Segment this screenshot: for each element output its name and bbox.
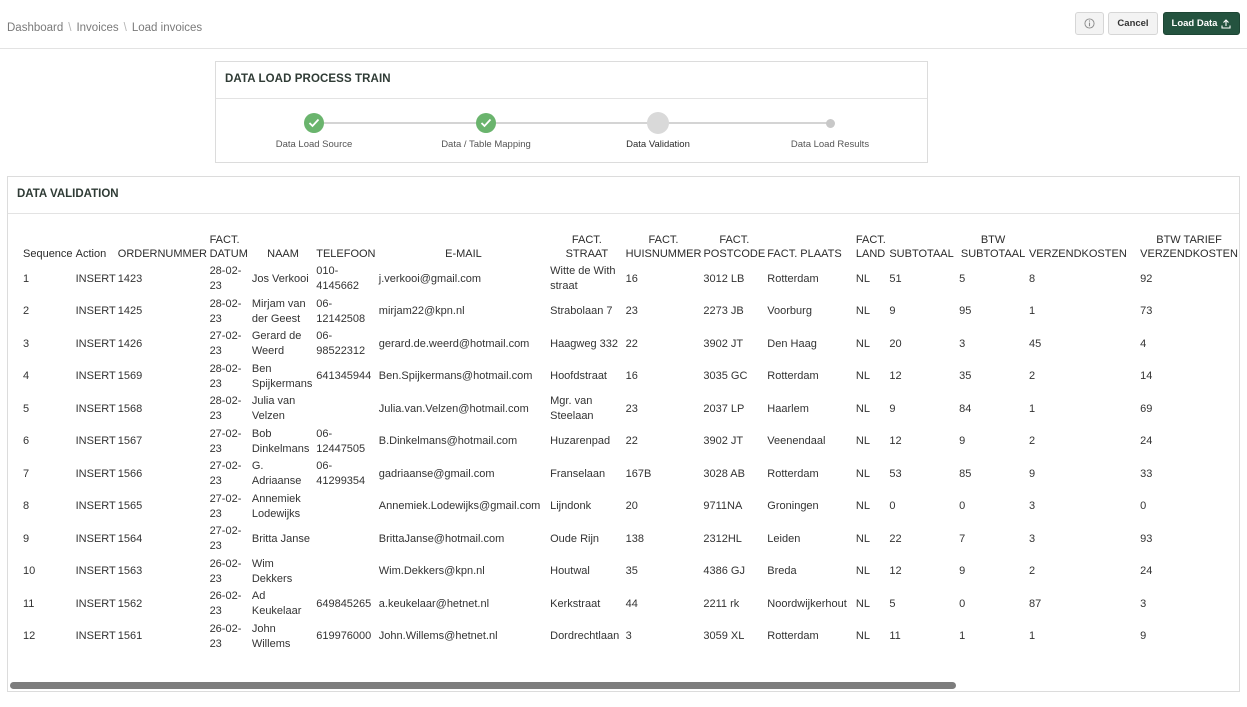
scrollbar-thumb[interactable]	[10, 682, 956, 689]
table-cell: Mirjam van der Geest	[251, 297, 306, 325]
table-cell: 1564	[117, 532, 143, 545]
step-label-data-load-source: Data Load Source	[275, 139, 353, 150]
table-cell: 2211 rk	[703, 597, 740, 610]
table-cell: 3902 JT	[703, 337, 744, 350]
table-cell: 2312HL	[703, 532, 742, 545]
data-validation-panel	[7, 176, 1240, 692]
table-cell: 167B	[625, 467, 652, 480]
table-cell: 16	[625, 370, 638, 383]
table-cell: 28-02-23	[209, 395, 242, 423]
table-cell: 45	[1028, 337, 1042, 350]
table-cell: Wim Dekkers	[251, 557, 293, 585]
table-cell: 1563	[117, 565, 143, 578]
table-cell: Groningen	[767, 500, 819, 513]
table-cell: NL	[855, 565, 870, 578]
table-cell: 20	[889, 337, 902, 350]
column-header[interactable]: SUBTOTAAL	[889, 248, 954, 260]
column-header[interactable]: FACT. DATUM	[209, 234, 248, 260]
table-cell: 12	[889, 565, 902, 578]
table-cell: 5	[889, 597, 896, 610]
step-label-data-load-results: Data Load Results	[790, 139, 870, 150]
table-row	[22, 328, 1239, 361]
table-cell: 9	[959, 565, 966, 578]
table-cell: 1425	[117, 305, 143, 318]
table-cell: 27-02-23	[209, 525, 242, 553]
info-button[interactable]	[1075, 12, 1104, 35]
table-cell: 93	[1140, 532, 1153, 545]
table-cell: 2	[23, 305, 30, 318]
table-cell: 8	[1028, 272, 1036, 285]
table-cell: Rotterdam	[767, 272, 819, 285]
table-cell: 2	[1028, 565, 1036, 578]
step-data-load-source-check-icon	[304, 113, 324, 133]
table-row	[22, 523, 1239, 556]
column-header[interactable]: VERZENDKOSTEN	[1028, 248, 1127, 260]
breadcrumb-separator: \	[123, 22, 127, 34]
table-cell	[315, 393, 378, 426]
table-cell: 06-98522312	[316, 330, 366, 358]
table-cell: Breda	[767, 565, 797, 578]
table-cell: 9	[959, 435, 966, 448]
table-cell: 12	[23, 630, 36, 643]
breadcrumb-separator: \	[68, 22, 72, 34]
table-cell: Rotterdam	[767, 467, 819, 480]
step-data-load-results-indicator	[826, 119, 835, 128]
table-cell: INSERT	[75, 305, 116, 318]
table-cell: Kerkstraat	[550, 597, 601, 610]
table-cell: 5	[959, 272, 966, 285]
load-data-label: Load Data	[1171, 18, 1218, 29]
table-row	[22, 361, 1239, 394]
table-cell: 3	[1028, 532, 1036, 545]
table-cell: 35	[625, 565, 638, 578]
column-header[interactable]: ORDERNUMMER	[117, 248, 207, 260]
info-circle-icon	[1084, 18, 1095, 29]
table-cell: mirjam22@kpn.nl	[378, 305, 465, 318]
table-cell: 1	[1028, 402, 1036, 415]
table-cell: NL	[855, 500, 870, 513]
table-cell: 4386 GJ	[703, 565, 745, 578]
table-cell: 23	[625, 305, 638, 318]
table-row	[22, 393, 1239, 426]
table-cell: 0	[959, 500, 966, 513]
table-cell: 2273 JB	[703, 305, 744, 318]
table-cell: John Willems	[251, 622, 291, 650]
table-cell: 84	[959, 402, 972, 415]
divider	[216, 98, 927, 99]
table-cell: INSERT	[75, 532, 116, 545]
column-header[interactable]: BTW TARIEF VERZENDKOSTEN	[1140, 234, 1238, 260]
table-cell: 06-41299354	[316, 460, 366, 488]
table-cell: NL	[855, 337, 870, 350]
table-row	[22, 296, 1239, 329]
table-cell: 14	[1140, 370, 1153, 383]
table-cell: Haagweg 332	[550, 337, 619, 350]
table-cell: 4	[1140, 337, 1147, 350]
table-cell: a.keukelaar@hetnet.nl	[378, 597, 490, 610]
table-cell: 3059 XL	[703, 630, 745, 643]
table-cell: 1	[959, 630, 966, 643]
table-cell: 1	[1028, 630, 1036, 643]
table-cell: 24	[1140, 565, 1153, 578]
table-cell: 22	[889, 532, 902, 545]
table-cell: Lijndonk	[550, 500, 592, 513]
table-cell: 23	[625, 402, 638, 415]
table-cell: G. Adriaanse	[251, 460, 302, 488]
table-cell: 9	[23, 532, 30, 545]
step-data-validation-indicator	[647, 112, 669, 134]
table-cell: 06-12142508	[316, 297, 366, 325]
table-cell: 1426	[117, 337, 143, 350]
table-cell: 3902 JT	[703, 435, 744, 448]
table-cell: 010-4145662	[316, 265, 360, 293]
table-cell: 28-02-23	[209, 297, 242, 325]
table-cell: Ad Keukelaar	[251, 590, 302, 618]
table-cell: 8	[23, 500, 30, 513]
table-cell: Annemiek Lodewijks	[251, 492, 301, 520]
table-cell: NL	[855, 370, 870, 383]
step-label-data-validation: Data Validation	[626, 139, 690, 150]
table-cell: 1569	[117, 370, 143, 383]
table-cell: 06-12447505	[316, 427, 366, 455]
table-cell: gerard.de.weerd@hotmail.com	[378, 337, 530, 350]
cancel-button[interactable]: Cancel	[1108, 12, 1158, 35]
table-cell: 3035 GC	[703, 370, 748, 383]
table-row	[22, 588, 1239, 621]
step-label-table-mapping: Data / Table Mapping	[441, 139, 531, 150]
column-header[interactable]: TELEFOON	[316, 248, 376, 260]
table-cell: 619976000	[316, 630, 372, 643]
column-header[interactable]: E-MAIL	[445, 248, 482, 260]
table-cell: 9	[889, 305, 896, 318]
table-cell: 3028 AB	[703, 467, 745, 480]
table-cell: INSERT	[75, 467, 116, 480]
process-train-panel	[215, 61, 928, 163]
table-cell: Oude Rijn	[550, 532, 600, 545]
table-cell: 28-02-23	[209, 265, 242, 293]
table-cell: Dordrechtlaan	[550, 630, 620, 643]
column-header[interactable]: FACT. HUISNUMMER	[625, 234, 702, 260]
table-cell: NL	[855, 402, 870, 415]
table-cell: INSERT	[75, 500, 116, 513]
table-cell: Mgr. van Steelaan	[550, 395, 594, 423]
table-cell: Hoofdstraat	[550, 370, 607, 383]
table-cell: 649845265	[316, 597, 372, 610]
table-cell: Britta Janse	[251, 532, 310, 545]
table-cell: 5	[23, 402, 30, 415]
table-cell: NL	[855, 435, 870, 448]
table-cell: INSERT	[75, 435, 116, 448]
table-cell: Strabolaan 7	[550, 305, 613, 318]
table-cell: 3	[1140, 597, 1147, 610]
table-cell: Julia van Velzen	[251, 395, 296, 423]
table-cell: 92	[1140, 272, 1153, 285]
table-cell: Haarlem	[767, 402, 809, 415]
table-row	[22, 556, 1239, 589]
table-cell: 44	[625, 597, 638, 610]
table-cell: 1	[1028, 305, 1036, 318]
table-cell: 1567	[117, 435, 143, 448]
table-cell: 16	[625, 272, 638, 285]
table-cell: Noordwijkerhout	[767, 597, 847, 610]
table-cell: 7	[959, 532, 966, 545]
table-cell: INSERT	[75, 402, 116, 415]
table-cell: Franselaan	[550, 467, 606, 480]
table-cell	[315, 556, 378, 589]
table-cell: INSERT	[75, 337, 116, 350]
table-cell: 22	[625, 337, 638, 350]
table-cell: NL	[855, 597, 870, 610]
table-body	[22, 263, 1239, 653]
table-cell: 12	[889, 370, 902, 383]
table-cell: 11	[889, 630, 901, 643]
table-cell: 26-02-23	[209, 557, 242, 585]
table-row	[22, 621, 1239, 654]
table-cell: 53	[889, 467, 902, 480]
table-cell: 3	[959, 337, 966, 350]
table-cell: 27-02-23	[209, 427, 242, 455]
table-row	[22, 458, 1239, 491]
table-cell: Jos Verkooi	[251, 272, 309, 285]
table-cell: 3	[23, 337, 30, 350]
validation-table	[22, 231, 1239, 653]
table-cell: 2	[1028, 370, 1036, 383]
table-cell: 26-02-23	[209, 622, 242, 650]
table-cell: Wim.Dekkers@kpn.nl	[378, 565, 485, 578]
table-cell: 6	[23, 435, 30, 448]
table-cell: 24	[1140, 435, 1153, 448]
table-cell: 26-02-23	[209, 590, 242, 618]
table-cell: NL	[855, 272, 870, 285]
table-cell: 95	[959, 305, 972, 318]
table-cell: 35	[959, 370, 972, 383]
table-cell: 10	[23, 565, 36, 578]
table-cell: 33	[1140, 467, 1153, 480]
table-cell: 27-02-23	[209, 330, 242, 358]
column-header[interactable]: Action	[75, 248, 107, 260]
table-cell: INSERT	[75, 370, 116, 383]
top-bar	[0, 0, 1247, 49]
table-cell: 2	[1028, 435, 1036, 448]
column-header[interactable]: FACT. PLAATS	[767, 248, 842, 260]
divider	[8, 213, 1239, 214]
column-header[interactable]: FACT. LAND	[855, 234, 886, 260]
breadcrumb-dashboard[interactable]: Dashboard	[7, 22, 64, 34]
table-cell: 20	[625, 500, 638, 513]
table-cell: 3012 LB	[703, 272, 745, 285]
table-cell: j.verkooi@gmail.com	[378, 272, 482, 285]
table-cell: 0	[889, 500, 896, 513]
table-cell	[315, 523, 378, 556]
table-cell: 1561	[117, 630, 143, 643]
table-cell: 1566	[117, 467, 143, 480]
table-cell: 3	[625, 630, 632, 643]
table-cell: 73	[1140, 305, 1153, 318]
table-cell: Veenendaal	[767, 435, 826, 448]
process-train-line	[314, 122, 830, 124]
table-cell: Ben Spijkermans	[251, 362, 313, 390]
table-cell: 9711NA	[703, 500, 743, 513]
table-cell: 9	[1028, 467, 1036, 480]
table-row	[22, 491, 1239, 524]
table-cell: Witte de With straat	[550, 265, 616, 293]
breadcrumb-load-invoices: Load invoices	[131, 22, 203, 34]
table-row	[22, 263, 1239, 296]
table-cell	[315, 491, 378, 524]
table-cell: Huzarenpad	[550, 435, 611, 448]
data-validation-title: DATA VALIDATION	[17, 188, 119, 200]
column-header[interactable]: FACT. POSTCODE	[703, 234, 766, 260]
table-cell: Rotterdam	[767, 370, 819, 383]
table-cell: Gerard de Weerd	[251, 330, 302, 358]
table-cell: 51	[889, 272, 902, 285]
table-cell: 28-02-23	[209, 362, 242, 390]
table-cell: Leiden	[767, 532, 801, 545]
breadcrumb	[7, 22, 202, 34]
horizontal-scrollbar[interactable]	[9, 681, 1238, 690]
table-cell: NL	[855, 467, 870, 480]
table-cell: Bob Dinkelmans	[251, 427, 310, 455]
table-cell: gadriaanse@gmail.com	[378, 467, 495, 480]
table-cell: Den Haag	[767, 337, 817, 350]
table-cell: Voorburg	[767, 305, 812, 318]
table-cell: 1423	[117, 272, 143, 285]
table-cell: 7	[23, 467, 30, 480]
table-cell: INSERT	[75, 597, 116, 610]
table-cell: 0	[959, 597, 966, 610]
table-cell: INSERT	[75, 272, 116, 285]
table-cell: NL	[855, 630, 870, 643]
table-cell: 27-02-23	[209, 492, 242, 520]
table-cell: 641345944	[316, 370, 372, 383]
column-header[interactable]: Sequence	[23, 248, 73, 260]
table-cell: 9	[889, 402, 896, 415]
table-row	[22, 426, 1239, 459]
table-cell: John.Willems@hetnet.nl	[378, 630, 498, 643]
table-cell: 2037 LP	[703, 402, 745, 415]
table-cell: 138	[625, 532, 644, 545]
table-cell: BrittaJanse@hotmail.com	[378, 532, 505, 545]
table-cell: INSERT	[75, 630, 116, 643]
breadcrumb-invoices[interactable]: Invoices	[76, 22, 119, 34]
upload-icon	[1221, 19, 1231, 29]
table-cell: 1562	[117, 597, 143, 610]
table-cell: 0	[1140, 500, 1147, 513]
table-cell: B.Dinkelmans@hotmail.com	[378, 435, 518, 448]
table-cell: 1	[23, 272, 30, 285]
column-header[interactable]: BTW SUBTOTAAL	[960, 234, 1026, 260]
table-cell: 11	[23, 597, 35, 610]
step-table-mapping-check-icon	[476, 113, 496, 133]
table-cell: NL	[855, 305, 870, 318]
table-cell: Ben.Spijkermans@hotmail.com	[378, 370, 533, 383]
table-cell: 69	[1140, 402, 1153, 415]
load-data-button[interactable]	[1163, 12, 1240, 35]
table-cell: INSERT	[75, 565, 116, 578]
table-cell: 1568	[117, 402, 143, 415]
table-cell: 9	[1140, 630, 1147, 643]
table-cell: 12	[889, 435, 902, 448]
process-train-title: DATA LOAD PROCESS TRAIN	[225, 73, 391, 85]
table-cell: NL	[855, 532, 870, 545]
column-header[interactable]: FACT. STRAAT	[565, 234, 609, 260]
table-cell: 1565	[117, 500, 143, 513]
table-cell: Houtwal	[550, 565, 590, 578]
column-header[interactable]: NAAM	[267, 248, 299, 260]
table-cell: 27-02-23	[209, 460, 242, 488]
table-cell: 85	[959, 467, 972, 480]
table-cell: Rotterdam	[767, 630, 819, 643]
table-cell: Julia.van.Velzen@hotmail.com	[378, 402, 529, 415]
table-cell: 3	[1028, 500, 1036, 513]
table-header-row	[22, 231, 1239, 263]
table-cell: 22	[625, 435, 638, 448]
table-cell: 87	[1028, 597, 1042, 610]
table-cell: Annemiek.Lodewijks@gmail.com	[378, 500, 541, 513]
table-cell: 4	[23, 370, 30, 383]
